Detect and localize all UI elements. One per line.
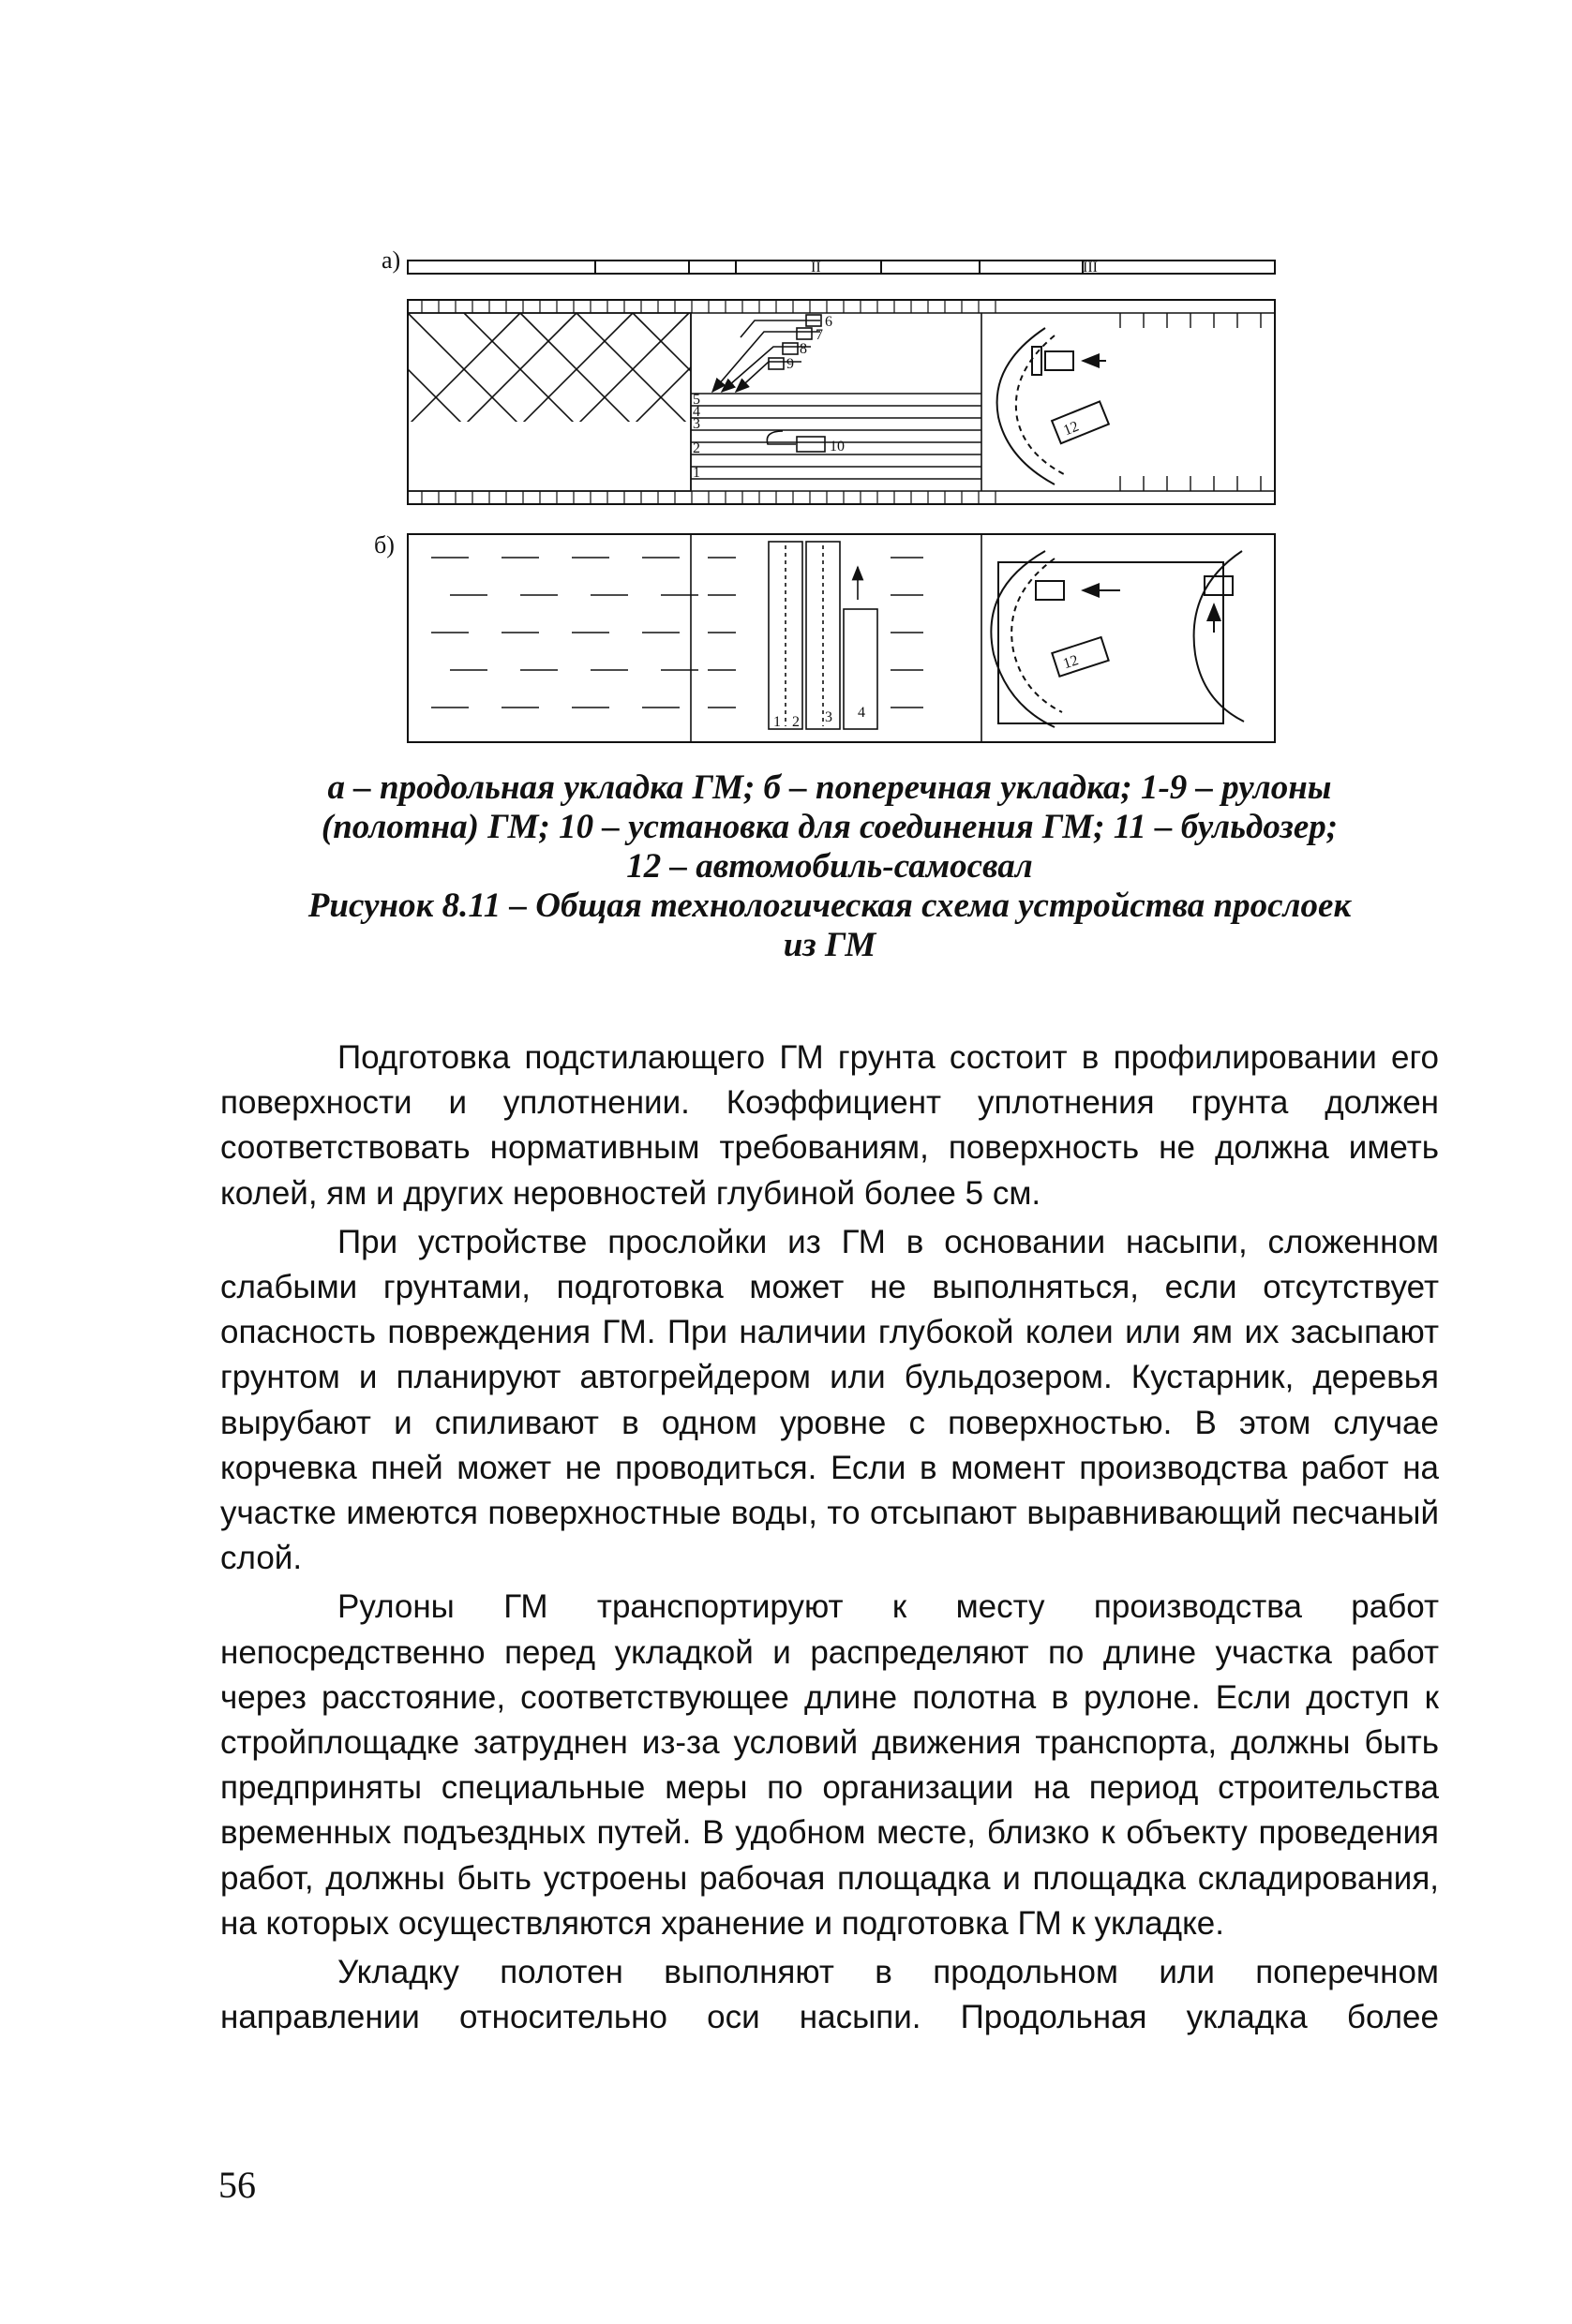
caption-line-3: 12 – автомобиль-самосвал	[626, 847, 1033, 886]
section-mark-1: II	[811, 260, 821, 276]
roll-num-8: 8	[800, 341, 807, 357]
section-mark-2: III	[1083, 260, 1098, 276]
roll-b-num-3: 3	[825, 709, 832, 725]
roll-b-num-1: 1	[773, 714, 781, 730]
roll-num-4: 4	[693, 404, 700, 420]
roll-b-num-2: 2	[792, 714, 800, 730]
panel-a	[295, 300, 1275, 504]
figure-caption	[220, 768, 1439, 965]
roll-num-10: 10	[830, 439, 845, 454]
roll-num-6: 6	[825, 314, 832, 330]
body-text	[220, 1035, 1439, 2040]
panel-b	[408, 534, 1275, 742]
roll-num-2: 2	[693, 440, 700, 456]
technological-scheme-figure	[374, 246, 1280, 750]
truck-num-12: 12	[1061, 418, 1082, 439]
panel-a-label: а)	[382, 246, 401, 274]
panel-b-label: б)	[374, 531, 395, 559]
page-number: 56	[218, 2164, 256, 2206]
paragraph-1: Подготовка подстилающего ГМ грунта состоит в профилировании его поверхности и уплотнении. Коэффициент уплотнения грунта должен соответствовать нормативным требованиям, поверхность не должна иметь колей, ям и других неровностей глубиной более 5 см.	[220, 1039, 1439, 1212]
caption-line-1: а – продольная укладка ГМ; б – поперечная укладка; 1-9 – рулоны	[327, 768, 1332, 807]
paragraph-2: При устройстве прослойки из ГМ в основании насыпи, сложенном слабыми грунтами, подготовка может не выполняться, если отсутствует опасность повреждения ГМ. При наличии глубокой колеи или ям их засыпают грунтом и планируют автогрейдером или бульдозером. Кустарник, деревья вырубают и спиливают в одном уровне с поверхностью. В этом случае корчевка пней может не проводиться. Если в момент производства работ на участке имеются поверхностные воды, то отсыпают выравнивающий песчаный слой.	[220, 1223, 1439, 1577]
paragraph-3: Рулоны ГМ транспортируют к месту производства работ непосредственно перед укладкой и распределяют по длине участка работ через расстояние, соответствующее длине полотна в рулоне. Если доступ к стройплощадке затруднен из-за условий движения транспорта, должны быть предприняты специальные меры по организации на период строительства временных подъездных путей. В удобном месте, близко к объекту проведения работ, должны быть устроены рабочая площадка и площадка складирования, на которых осуществляются хранение и подготовка ГМ к укладке.	[220, 1588, 1439, 1942]
caption-figure-title: Рисунок 8.11 – Общая технологическая схема устройства прослоек	[307, 886, 1352, 925]
roll-b-num-4: 4	[858, 705, 865, 721]
paragraph-4: Укладку полотен выполняют в продольном или поперечном направлении относительно оси насыпи. Продольная укладка более	[220, 1954, 1439, 2036]
roll-num-3: 3	[693, 416, 700, 432]
roll-num-7: 7	[816, 327, 823, 343]
roll-num-9: 9	[786, 356, 794, 372]
truck-b-num-12: 12	[1061, 652, 1081, 673]
roll-num-1: 1	[693, 465, 700, 481]
caption-line-2: (полотна) ГМ; 10 – установка для соединения ГМ; 11 – бульдозер;	[321, 808, 1339, 846]
section-strip	[408, 261, 1275, 274]
caption-figure-title-cont: из ГМ	[783, 926, 876, 964]
roll-num-5: 5	[693, 392, 700, 408]
figure-drawing	[374, 246, 1280, 750]
